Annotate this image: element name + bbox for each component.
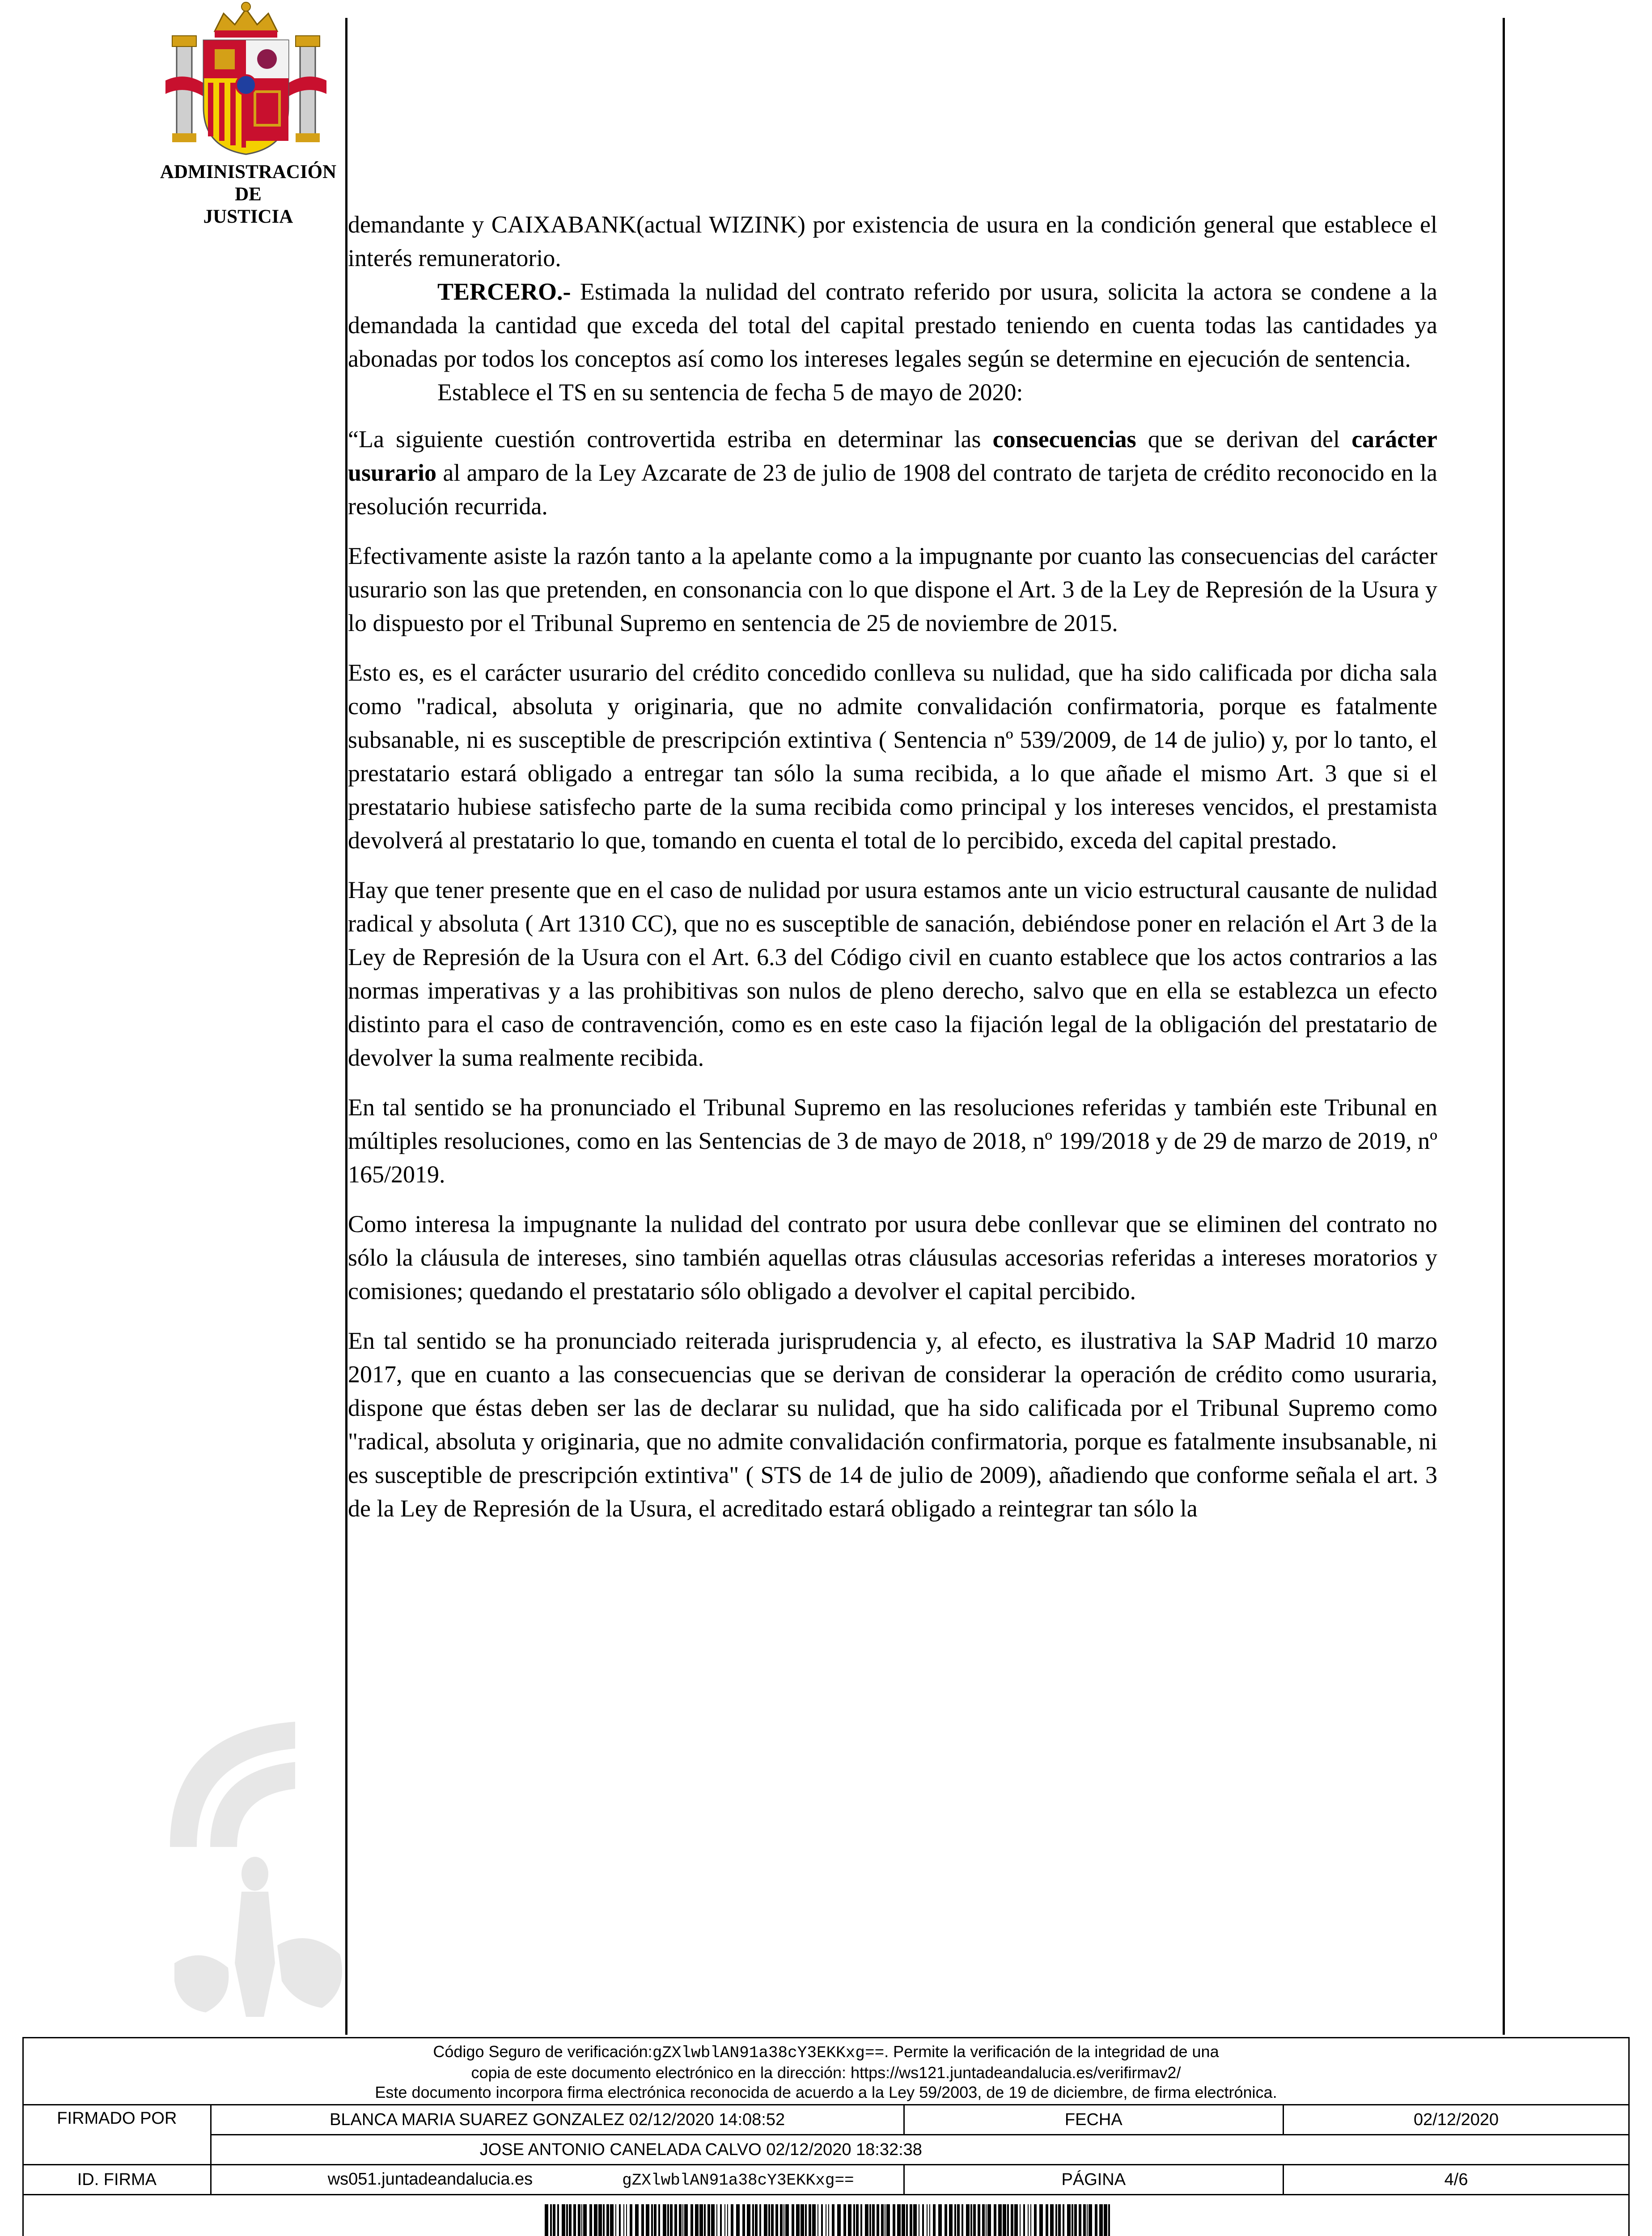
paragraph-tercero <box>348 275 1437 376</box>
barcode-bar <box>949 2204 953 2236</box>
verif-suffix: . Permite la verificación de la integridad de una <box>884 2042 1219 2061</box>
document-body <box>348 208 1437 1541</box>
barcode-bar <box>615 2204 616 2236</box>
barcode-bar <box>1063 2204 1064 2236</box>
barcode-bar <box>724 2204 725 2236</box>
barcode-bar <box>1003 2204 1006 2236</box>
barcode-bar <box>865 2204 868 2236</box>
barcode-bar <box>610 2204 614 2236</box>
signer-2: JOSE ANTONIO CANELADA CALVO 02/12/2020 18:32:38 <box>211 2135 1629 2165</box>
barcode-bar <box>583 2204 587 2236</box>
barcode-bar <box>630 2204 632 2236</box>
barcode-bar <box>581 2204 582 2236</box>
barcode-bar <box>690 2204 693 2236</box>
barcode-bar <box>1079 2204 1081 2236</box>
barcode-bar <box>1099 2204 1103 2236</box>
barcode-bar <box>877 2204 879 2236</box>
barcode-bar <box>780 2204 783 2236</box>
barcode-bar <box>966 2204 970 2236</box>
barcode-bar <box>573 2204 576 2236</box>
bold-consecuencias: consecuencias <box>992 426 1136 453</box>
verification-notice <box>22 2037 1630 2104</box>
verif-prefix: Código Seguro de verificación: <box>433 2042 652 2061</box>
barcode-bar <box>828 2204 829 2236</box>
barcode-bar <box>742 2204 745 2236</box>
barcode-bar <box>759 2204 761 2236</box>
barcode-bar <box>954 2204 956 2236</box>
paragraph-como-interesa: Como interesa la impugnante la nulidad del contrato por usura debe conllevar que se eliminen del contrato no sólo la cláusula de intereses, sino también aquellas otras cláusulas accesorias referidas a intereses moratorios y comisiones; quedando el prestatario sólo obligado a devolver el capital percibido. <box>348 1211 1437 1304</box>
barcode-bar <box>1011 2204 1013 2236</box>
barcode-bar <box>796 2204 800 2236</box>
barcode-bar <box>998 2204 1002 2236</box>
barcode-area <box>22 2195 1630 2236</box>
barcode-bar <box>897 2204 901 2236</box>
fecha-value: 02/12/2020 <box>1283 2105 1629 2135</box>
signer-1: BLANCA MARIA SUAREZ GONZALEZ 02/12/2020 14:08:52 <box>211 2105 904 2135</box>
barcode-bar <box>578 2204 580 2236</box>
barcode-bar <box>569 2204 572 2236</box>
barcode-bar <box>711 2204 715 2236</box>
barcode-bar <box>1083 2204 1086 2236</box>
barcode-bar <box>603 2204 605 2236</box>
barcode-bar <box>906 2204 908 2236</box>
barcode-bar <box>1087 2204 1088 2236</box>
barcode-bar <box>1007 2204 1009 2236</box>
barcode-bar <box>785 2204 789 2236</box>
barcode-bar <box>1014 2204 1018 2236</box>
verification-line3: Este documento incorpora firma electrónica reconocida de acuerdo a la Ley 59/2003, de 19 de diciembre, de firma electrónica. <box>375 2083 1277 2101</box>
barcode <box>545 2204 1113 2236</box>
barcode-bar <box>1055 2204 1057 2236</box>
barcode-bar <box>731 2204 733 2236</box>
barcode-bar <box>771 2204 774 2236</box>
barcode-bar <box>704 2204 706 2236</box>
barcode-bar <box>994 2204 996 2236</box>
barcode-bar <box>1023 2204 1025 2236</box>
table-row <box>23 2135 1629 2165</box>
paragraph-en-tal-sentido-1: En tal sentido se ha pronunciado el Tribunal Supremo en las resoluciones referidas y también este Tribunal en múltiples resoluciones, como en las Sentencias de 3 de mayo de 2018, nº 199/2018 y de 29 de marzo de 2019, nº 165/2019. <box>348 1094 1437 1188</box>
tercero-text: Estimada la nulidad del contrato referido por usura, solicita la actora se condene a la demandada la cantidad que exceda del total del capital prestado teniendo en cuenta todas las cantidades ya abonadas por todos los conceptos así como los intereses legales según se determine en ejecución de sentencia. <box>348 278 1437 372</box>
barcode-bar <box>553 2204 555 2236</box>
pagina-label: PÁGINA <box>904 2165 1283 2195</box>
administracion-de-justicia-label <box>148 161 349 228</box>
barcode-bar <box>1046 2204 1048 2236</box>
barcode-bar <box>646 2204 649 2236</box>
barcode-bar <box>792 2204 794 2236</box>
barcode-bar <box>736 2204 740 2236</box>
paragraph-quote-start <box>348 423 1437 523</box>
barcode-bar <box>957 2204 960 2236</box>
barcode-bar <box>679 2204 682 2236</box>
admin-label-line2: DE <box>235 184 262 205</box>
id-code-text: gZXlwblAN91a38cY3EKKxg== <box>622 2171 854 2189</box>
barcode-bar <box>902 2204 905 2236</box>
barcode-bar <box>1072 2204 1073 2236</box>
barcode-bar <box>594 2204 597 2236</box>
barcode-bar <box>978 2204 980 2236</box>
barcode-bar <box>986 2204 987 2236</box>
barcode-bar <box>987 2204 991 2236</box>
fecha-label: FECHA <box>904 2105 1283 2135</box>
paragraph-esto-es: Esto es, es el carácter usurario del crédito concedido conlleva su nulidad, que ha sido calificada por dicha sala como "radical, absoluta y originaria, que no admite convalidación confirmatoria, porque es fatalmente subsanable, ni es susceptible de prescripción extintiva ( Sentencia nº 539/2009, de 14 de julio) y, por lo tanto, el prestatario estará obligado a entregar tan sólo la suma recibida, a lo que añade el mismo Art. 3 que si el prestatario hubiese satisfecho parte de la suma recibida como principal y los intereses vencidos, el prestamista devolverá al prestatario lo que, tomando en cuenta el total de lo percibido, exceda del capital prestado. <box>348 659 1437 854</box>
barcode-bar <box>881 2204 884 2236</box>
quote-text-a: “La siguiente cuestión controvertida estriba en determinar las <box>348 426 993 453</box>
barcode-bar <box>545 2204 548 2236</box>
barcode-bar <box>832 2204 834 2236</box>
barcode-bar <box>945 2204 947 2236</box>
barcode-bar <box>674 2204 677 2236</box>
barcode-bar <box>837 2204 841 2236</box>
barcode-bar <box>1039 2204 1043 2236</box>
barcode-bar <box>663 2204 666 2236</box>
verification-line2: copia de este documento electrónico en la dirección: https://ws121.juntadeandalucia.es/verifirmav2/ <box>471 2063 1181 2082</box>
table-row <box>23 2105 1629 2135</box>
barcode-bar <box>869 2204 871 2236</box>
barcode-bar <box>1050 2204 1054 2236</box>
barcode-bar <box>929 2204 930 2236</box>
barcode-bar <box>589 2204 592 2236</box>
barcode-bar <box>982 2204 985 2236</box>
spain-coat-of-arms-emblem <box>152 0 340 161</box>
verification-line1 <box>24 2042 1628 2063</box>
admin-label-line3: JUSTICIA <box>203 206 293 227</box>
paragraph-1: demandante y CAIXABANK(actual WIZINK) por existencia de usura en la condición general que establece el interés remuneratorio. <box>348 211 1437 271</box>
barcode-bar <box>1030 2204 1031 2236</box>
barcode-bar <box>886 2204 890 2236</box>
quote-text-e: al amparo de la Ley Azcarate de 23 de julio de 1908 del contrato de tarjeta de crédito reconocido en la resolución recurrida. <box>348 459 1437 520</box>
barcode-bar <box>684 2204 688 2236</box>
barcode-bar <box>707 2204 710 2236</box>
right-margin-rule <box>1503 18 1505 2035</box>
barcode-bar <box>1028 2204 1029 2236</box>
barcode-bar <box>848 2204 851 2236</box>
barcode-bar <box>667 2204 669 2236</box>
paragraph-en-tal-sentido-2: En tal sentido se ha pronunciado reiterada jurisprudencia y, al efecto, es ilustrativa la SAP Madrid 10 marzo 2017, que en cuanto a las consecuencias que se derivan de considerar la operación de crédito como usuraria, dispone que éstas deben ser las de declarar su nulidad, que ha sido calificada por el Tribunal Supremo como "radical, absoluta y originaria, que no admite convalidación confirmatoria, porque es fatalmente insubsanable, ni es susceptible de prescripción extintiva" ( STS de 14 de julio de 2009), añadiendo que conforme señala el art. 3 de la Ley de Represión de la Usura, el acreditado estará obligado a reintegrar tan sólo la <box>348 1327 1437 1522</box>
signature-footer <box>22 2037 1630 2236</box>
barcode-bar <box>1108 2204 1110 2236</box>
id-firma-label: ID. FIRMA <box>23 2165 211 2195</box>
barcode-bar <box>550 2204 552 2236</box>
barcode-bar <box>973 2204 976 2236</box>
barcode-bar <box>1058 2204 1061 2236</box>
id-firma-host <box>211 2165 904 2195</box>
tercero-heading: TERCERO.- <box>437 278 571 305</box>
barcode-bar <box>860 2204 862 2236</box>
barcode-bar <box>682 2204 683 2236</box>
paragraph-establece: Establece el TS en su sentencia de fecha 5 de mayo de 2020: <box>437 379 1023 406</box>
barcode-bar <box>606 2204 609 2236</box>
barcode-bar <box>913 2204 917 2236</box>
barcode-bar <box>764 2204 767 2236</box>
pagina-value: 4/6 <box>1283 2165 1629 2195</box>
barcode-bar <box>775 2204 778 2236</box>
barcode-bar <box>805 2204 807 2236</box>
barcode-bar <box>933 2204 936 2236</box>
barcode-bar <box>1020 2204 1021 2236</box>
signature-table <box>22 2104 1630 2195</box>
barcode-bar <box>716 2204 717 2236</box>
barcode-bar <box>699 2204 703 2236</box>
barcode-bar <box>626 2204 627 2236</box>
barcode-bar <box>752 2204 754 2236</box>
barcode-bar <box>856 2204 859 2236</box>
firmado-por-label: FIRMADO POR <box>23 2105 211 2165</box>
barcode-bar <box>1095 2204 1097 2236</box>
barcode-bar <box>872 2204 875 2236</box>
quote-text-c: que se derivan del <box>1136 426 1352 453</box>
barcode-bar <box>747 2204 750 2236</box>
barcode-bar <box>821 2204 823 2236</box>
table-row <box>23 2165 1629 2195</box>
barcode-bar <box>1067 2204 1071 2236</box>
barcode-bar <box>801 2204 804 2236</box>
barcode-bar <box>970 2204 972 2236</box>
barcode-bar <box>557 2204 559 2236</box>
barcode-bar <box>755 2204 758 2236</box>
barcode-bar <box>1089 2204 1092 2236</box>
barcode-bar <box>720 2204 722 2236</box>
barcode-bar <box>768 2204 770 2236</box>
admin-label-line1: ADMINISTRACIÓN <box>160 161 337 182</box>
barcode-bar <box>843 2204 846 2236</box>
barcode-bar <box>809 2204 811 2236</box>
barcode-bar <box>651 2204 653 2236</box>
barcode-bar <box>619 2204 621 2236</box>
barcode-bar <box>695 2204 699 2236</box>
barcode-bar <box>962 2204 963 2236</box>
paragraph-efectivamente: Efectivamente asiste la razón tanto a la apelante como a la impugnante por cuanto las consecuencias del carácter usurario son las que pretenden, en consonancia con lo que dispone el Art. 3 de la Ley de Represión de la Usura y lo dispuesto por el Tribunal Supremo en sentencia de 25 de noviembre de 2015. <box>348 542 1437 636</box>
junta-andalucia-watermark <box>161 1713 358 2026</box>
barcode-bar <box>562 2204 565 2236</box>
barcode-bar <box>910 2204 912 2236</box>
barcode-bar <box>893 2204 895 2236</box>
barcode-bar <box>1034 2204 1037 2236</box>
barcode-bar <box>927 2204 928 2236</box>
barcode-bar <box>623 2204 624 2236</box>
barcode-bar <box>853 2204 855 2236</box>
barcode-bar <box>727 2204 728 2236</box>
bold-caracter-usurario: carácter usurario <box>348 426 1438 486</box>
paragraph-hay-que-tener: Hay que tener presente que en el caso de nulidad por usura estamos ante un vicio estructural causante de nulidad radical y absoluta ( Art 1310 CC), que no es susceptible de sanación, debiéndose poner en relación el Art 3 de la Ley de Represión de la Usura con el Art. 6.3 del Código civil en cuanto establece que los actos contrarios a las normas imperativas y a las prohibitivas son nulos de pleno derecho, salvo que en ella se establezca un efecto distinto para el caso de contravención, como es en este caso la fijación legal de la obligación del prestatario de devolver la suma realmente recibida. <box>348 877 1437 1071</box>
barcode-bar <box>1104 2204 1107 2236</box>
barcode-bar <box>922 2204 924 2236</box>
barcode-bar <box>670 2204 673 2236</box>
barcode-bar <box>938 2204 942 2236</box>
barcode-bar <box>654 2204 657 2236</box>
barcode-bar <box>1074 2204 1077 2236</box>
barcode-bar <box>641 2204 644 2236</box>
barcode-bar <box>566 2204 568 2236</box>
barcode-bar <box>658 2204 660 2236</box>
barcode-bar <box>635 2204 639 2236</box>
id-host-text: ws051.juntadeandalucia.es <box>327 2170 533 2189</box>
verif-code: gZXlwblAN91a38cY3EKKxg== <box>652 2044 885 2062</box>
barcode-bar <box>598 2204 602 2236</box>
barcode-bar <box>812 2204 816 2236</box>
